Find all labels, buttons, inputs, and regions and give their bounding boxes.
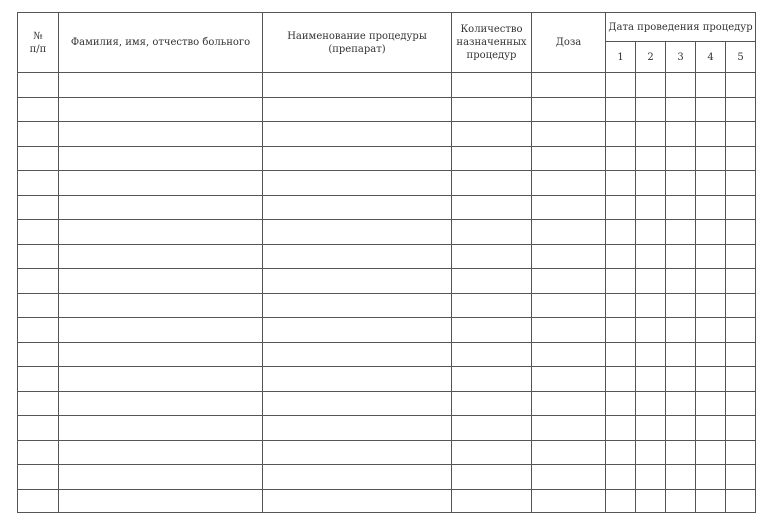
table-row [18,146,756,171]
cell-date-4 [696,391,726,416]
cell-date-3 [666,220,696,245]
cell-date-3 [666,416,696,441]
cell-date-5 [726,146,756,171]
cell-dose [532,318,606,343]
cell-date-5 [726,318,756,343]
cell-date-5 [726,391,756,416]
cell-date-4 [696,269,726,294]
cell-dose [532,391,606,416]
cell-patient-name [59,122,263,147]
cell-date-4 [696,367,726,392]
cell-date-1 [606,122,636,147]
cell-date-5 [726,367,756,392]
cell-date-2 [636,342,666,367]
cell-dose [532,146,606,171]
cell-dose [532,171,606,196]
cell-date-1 [606,269,636,294]
header-procedures-count [452,13,532,73]
cell-date-2 [636,97,666,122]
cell-date-1 [606,342,636,367]
cell-dose [532,489,606,512]
cell-number [18,367,59,392]
cell-procedures-count [452,440,532,465]
table-row [18,489,756,512]
header-patient-name-text: Фамилия, имя, отчество больного [70,37,251,48]
header-date-2: 2 [636,42,666,73]
cell-procedure-name [263,171,452,196]
cell-date-4 [696,220,726,245]
cell-date-1 [606,171,636,196]
cell-dose [532,220,606,245]
table-row [18,318,756,343]
cell-date-2 [636,244,666,269]
cell-patient-name [59,342,263,367]
cell-date-3 [666,73,696,98]
cell-date-3 [666,97,696,122]
cell-date-1 [606,293,636,318]
cell-date-5 [726,342,756,367]
cell-date-3 [666,465,696,490]
cell-date-2 [636,391,666,416]
cell-date-1 [606,440,636,465]
cell-dose [532,244,606,269]
cell-date-4 [696,146,726,171]
cell-date-5 [726,195,756,220]
cell-date-3 [666,122,696,147]
cell-date-4 [696,171,726,196]
cell-number [18,171,59,196]
cell-procedures-count [452,195,532,220]
cell-dose [532,440,606,465]
cell-procedure-name [263,465,452,490]
cell-date-4 [696,416,726,441]
cell-number [18,73,59,98]
cell-date-2 [636,367,666,392]
header-procedure-name-text: Наименование процедуры (препарат) [287,30,427,55]
table-body [18,73,756,513]
table-row [18,122,756,147]
cell-date-3 [666,146,696,171]
cell-date-5 [726,220,756,245]
cell-date-3 [666,269,696,294]
cell-patient-name [59,391,263,416]
cell-date-5 [726,465,756,490]
cell-date-3 [666,489,696,512]
cell-date-3 [666,391,696,416]
table-row [18,465,756,490]
cell-procedures-count [452,171,532,196]
cell-patient-name [59,73,263,98]
cell-date-5 [726,440,756,465]
cell-procedures-count [452,416,532,441]
cell-date-2 [636,489,666,512]
cell-number [18,269,59,294]
cell-date-2 [636,293,666,318]
cell-procedures-count [452,269,532,294]
cell-dose [532,416,606,441]
cell-date-4 [696,440,726,465]
cell-number [18,391,59,416]
table-row [18,97,756,122]
cell-patient-name [59,146,263,171]
header-number [18,13,59,73]
cell-date-5 [726,416,756,441]
table-row [18,342,756,367]
header-row-top [18,13,756,42]
table-row [18,269,756,294]
cell-number [18,97,59,122]
cell-date-1 [606,97,636,122]
cell-procedure-name [263,391,452,416]
cell-procedures-count [452,220,532,245]
cell-date-5 [726,269,756,294]
cell-date-1 [606,195,636,220]
cell-procedures-count [452,244,532,269]
cell-date-4 [696,97,726,122]
cell-date-1 [606,146,636,171]
cell-date-1 [606,489,636,512]
cell-number [18,489,59,512]
table-row [18,367,756,392]
cell-date-2 [636,465,666,490]
cell-procedure-name [263,318,452,343]
cell-date-4 [696,489,726,512]
cell-date-2 [636,73,666,98]
cell-procedure-name [263,342,452,367]
cell-date-2 [636,171,666,196]
table-row [18,220,756,245]
cell-date-1 [606,367,636,392]
cell-date-5 [726,97,756,122]
header-date-1: 1 [606,42,636,73]
cell-dose [532,367,606,392]
cell-patient-name [59,440,263,465]
cell-date-3 [666,367,696,392]
cell-patient-name [59,195,263,220]
cell-procedure-name [263,122,452,147]
cell-date-4 [696,122,726,147]
header-date-4: 4 [696,42,726,73]
cell-date-4 [696,73,726,98]
header-date-3: 3 [666,42,696,73]
cell-date-3 [666,318,696,343]
cell-date-2 [636,416,666,441]
cell-patient-name [59,416,263,441]
cell-date-5 [726,489,756,512]
cell-procedure-name [263,220,452,245]
cell-date-2 [636,318,666,343]
header-patient-name [59,13,263,73]
header-procedures-count-text: Количество назначенных процедур [456,24,527,61]
procedure-journal-table [17,12,756,513]
table-row [18,171,756,196]
cell-dose [532,97,606,122]
cell-dose [532,122,606,147]
cell-date-3 [666,342,696,367]
cell-date-4 [696,465,726,490]
cell-patient-name [59,244,263,269]
header-dates-group-text: Дата проведения процедур [608,21,753,33]
header-number-text: № п/п [29,30,47,55]
cell-procedures-count [452,489,532,512]
cell-patient-name [59,367,263,392]
cell-procedure-name [263,440,452,465]
cell-date-5 [726,73,756,98]
cell-date-1 [606,318,636,343]
cell-dose [532,342,606,367]
cell-patient-name [59,465,263,490]
cell-patient-name [59,489,263,512]
table-row [18,391,756,416]
cell-procedure-name [263,73,452,98]
cell-date-3 [666,440,696,465]
cell-date-4 [696,195,726,220]
cell-patient-name [59,171,263,196]
cell-patient-name [59,220,263,245]
cell-number [18,244,59,269]
cell-date-2 [636,146,666,171]
cell-dose [532,73,606,98]
table-row [18,195,756,220]
header-dose-text: Доза [555,37,582,48]
table-row [18,440,756,465]
cell-procedure-name [263,489,452,512]
table-header [18,13,756,73]
cell-date-2 [636,269,666,294]
cell-number [18,440,59,465]
cell-date-5 [726,122,756,147]
cell-date-2 [636,122,666,147]
cell-number [18,318,59,343]
cell-date-5 [726,244,756,269]
cell-patient-name [59,97,263,122]
cell-dose [532,269,606,294]
cell-number [18,195,59,220]
cell-procedures-count [452,122,532,147]
table-row [18,244,756,269]
cell-patient-name [59,318,263,343]
cell-dose [532,293,606,318]
cell-procedures-count [452,391,532,416]
cell-date-4 [696,244,726,269]
cell-procedure-name [263,416,452,441]
cell-procedures-count [452,342,532,367]
cell-number [18,146,59,171]
cell-date-1 [606,220,636,245]
cell-date-4 [696,342,726,367]
cell-procedure-name [263,293,452,318]
cell-date-1 [606,391,636,416]
cell-dose [532,195,606,220]
cell-procedures-count [452,73,532,98]
cell-date-2 [636,195,666,220]
cell-number [18,342,59,367]
cell-date-3 [666,195,696,220]
cell-procedures-count [452,367,532,392]
cell-date-1 [606,416,636,441]
cell-date-4 [696,318,726,343]
header-dates-group [606,13,756,42]
cell-date-5 [726,293,756,318]
cell-procedure-name [263,146,452,171]
cell-date-3 [666,244,696,269]
cell-date-4 [696,293,726,318]
header-dose [532,13,606,73]
cell-procedure-name [263,367,452,392]
cell-dose [532,465,606,490]
cell-procedure-name [263,195,452,220]
cell-date-2 [636,440,666,465]
cell-procedure-name [263,269,452,294]
table-row [18,73,756,98]
cell-patient-name [59,293,263,318]
cell-procedures-count [452,293,532,318]
cell-number [18,465,59,490]
cell-date-2 [636,220,666,245]
cell-date-1 [606,465,636,490]
cell-date-1 [606,73,636,98]
cell-procedure-name [263,244,452,269]
cell-date-3 [666,171,696,196]
cell-date-1 [606,244,636,269]
header-date-5: 5 [726,42,756,73]
cell-number [18,293,59,318]
cell-patient-name [59,269,263,294]
header-procedure-name [263,13,452,73]
cell-procedures-count [452,146,532,171]
table-row [18,416,756,441]
cell-date-3 [666,293,696,318]
cell-number [18,416,59,441]
cell-number [18,220,59,245]
cell-procedures-count [452,465,532,490]
cell-procedure-name [263,97,452,122]
table-row [18,293,756,318]
cell-number [18,122,59,147]
cell-procedures-count [452,97,532,122]
cell-date-5 [726,171,756,196]
cell-procedures-count [452,318,532,343]
